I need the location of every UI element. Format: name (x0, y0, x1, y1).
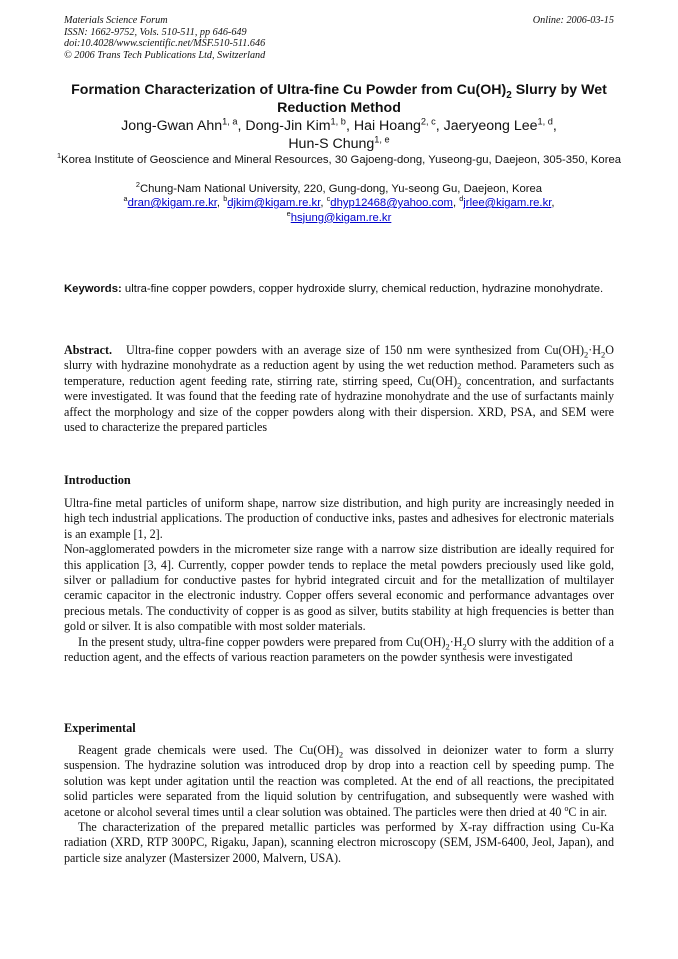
paragraph: Reagent grade chemicals were used. The $Cu(OH)_2$ was dissolved in deionizer water to form a slurry suspension. The hydrazine solution was introduced drop by drop into a reaction cell by speeding pump. The solution was kept under agitation until the reaction was completed. At the end of all reactions, the precipitated solid particles were separated from the liquid solution by centrifugation, and subsequently were washed with acetone or alcohol several times until a clear solution was obtained. The particles were then dried at 40 $^o$C in air. (64, 743, 614, 819)
paragraph: In the present study, ultra-fine copper powders were prepared from $Cu(OH)_2\cdot H_2O$ slurry with the addition of a reduction agent, and the effects of various reaction parameters on the powder synthesis were investigated (64, 634, 614, 665)
email-entry: $^b$djkim@kigam.re.kr, (223, 194, 327, 209)
email-link[interactable]: djkim@kigam.re.kr (227, 197, 321, 209)
keywords (64, 282, 614, 297)
keywords-text: ultra-fine copper powders, copper hydroxide slurry, chemical reduction, hydrazine monohydrate. (124, 283, 604, 295)
online-date: Online: 2006-03-15 (532, 15, 614, 26)
email-entry: $^d$jrlee@kigam.re.kr, (459, 194, 555, 209)
paragraph: Ultra-fine metal particles of uniform shape, narrow size distribution, and high purity are increasingly needed in high tech industrial applications. The production of conductive inks, pastes and adhesives for electronic materials is an example [1, 2]. (64, 496, 614, 541)
abstract-label: Abstract. (64, 343, 113, 357)
affiliation-1: $^1$Korea Institute of Geoscience and Mineral Resources, 30 Gajoeng-dong, Yuseong-gu, Daejeon, 305-350, Korea (56, 151, 622, 166)
email-entry: $^e$hsjung@kigam.re.kr (286, 208, 392, 224)
experimental-body (64, 743, 614, 866)
title-subscript: 2 (506, 89, 512, 101)
journal-doi: doi:10.4028/www.scientific.net/MSF.510-511.646 (64, 38, 266, 49)
email-link[interactable]: dhyp12468@yahoo.com (330, 197, 453, 209)
keywords-label: Keywords: (64, 283, 122, 295)
journal-name: Materials Science Forum (64, 15, 168, 26)
email-link[interactable]: dran@kigam.re.kr (127, 197, 217, 209)
author: Hai Hoang$^{2, c}$, (353, 116, 444, 134)
email-entry: $^a$dran@kigam.re.kr, (123, 194, 224, 209)
journal-header (64, 15, 265, 61)
author-list (52, 117, 626, 153)
introduction-body (64, 496, 614, 665)
email-link[interactable]: hsjung@kigam.re.kr (290, 211, 392, 224)
title-text-2: Slurry by Wet Reduction Method (277, 82, 607, 116)
author: Dong-Jin Kim$^{1, b}$, (245, 116, 354, 134)
section-heading-experimental: Experimental (64, 721, 136, 735)
paper-title (52, 81, 626, 117)
paragraph: Non-agglomerated powders in the micrometer size range with a narrow size distribution are ideally required for this application [3, 4]. Currently, copper powder tends to replace the metal powders preciously used like gold, silver or palladium for conductive pastes for hybrid integrated circuit and for the metallization of multilayer ceramic capacitor in the electronic industry. Copper offers several economic and performance advantages over precious metals. The conductivity of copper is as good as silver, butits stability at high frequencies is better than gold or silver. It is also compatible with most solder materials. (64, 542, 614, 634)
section-heading-introduction: Introduction (64, 473, 131, 487)
affiliation-2: $^2$Chung-Nam National University, 220, Gung-dong, Yu-seong Gu, Daejeon, Korea (135, 180, 543, 195)
author: Jong-Gwan Ahn$^{1, a}$, (121, 116, 246, 134)
email-link[interactable]: jrlee@kigam.re.kr (463, 197, 552, 209)
abstract: Abstract. Ultra-fine copper powders with an average size of 150 nm were synthesized from $Cu(OH)_2\cdot H_2O$ slurry with hydrazine monohydrate as a reduction agent by using the wet reduction method. Parameters such as temperature, reduction agent feeding rate, stirring rate, stirring speed, $Cu(OH)_2$ concentration, and surfactants were investigated. It was found that the feeding rate of hydrazine monohydrate and the use of surfactants mainly affect the morphology and size of the copper powders along with their dispersion. XRD, PSA, and SEM were used to characterize the prepared particles (64, 343, 614, 435)
title-text-1: Formation Characterization of Ultra-fine Cu Powder from Cu(OH) (71, 82, 507, 98)
author: Hun-S Chung$^{1, e}$ (288, 134, 390, 152)
email-entry: $^c$dhyp12468@yahoo.com, (326, 194, 460, 209)
email-list (52, 196, 626, 225)
paragraph: The characterization of the prepared metallic particles was performed by X-ray diffraction using Cu-Ka radiation (XRD, RTP 300PC, Rigaku, Japan), scanning electron microscopy (SEM, JSM-6400, Jeol, Japan), and particle size analyzer (Mastersizer 2000, Malvern, USA). (64, 820, 614, 865)
journal-issn: ISSN: 1662-9752, Vols. 510-511, pp 646-649 (64, 26, 247, 38)
author: Jaeryeong Lee$^{1, d}$, (443, 116, 557, 134)
journal-copyright: © 2006 Trans Tech Publications Ltd, Switzerland (64, 49, 266, 61)
